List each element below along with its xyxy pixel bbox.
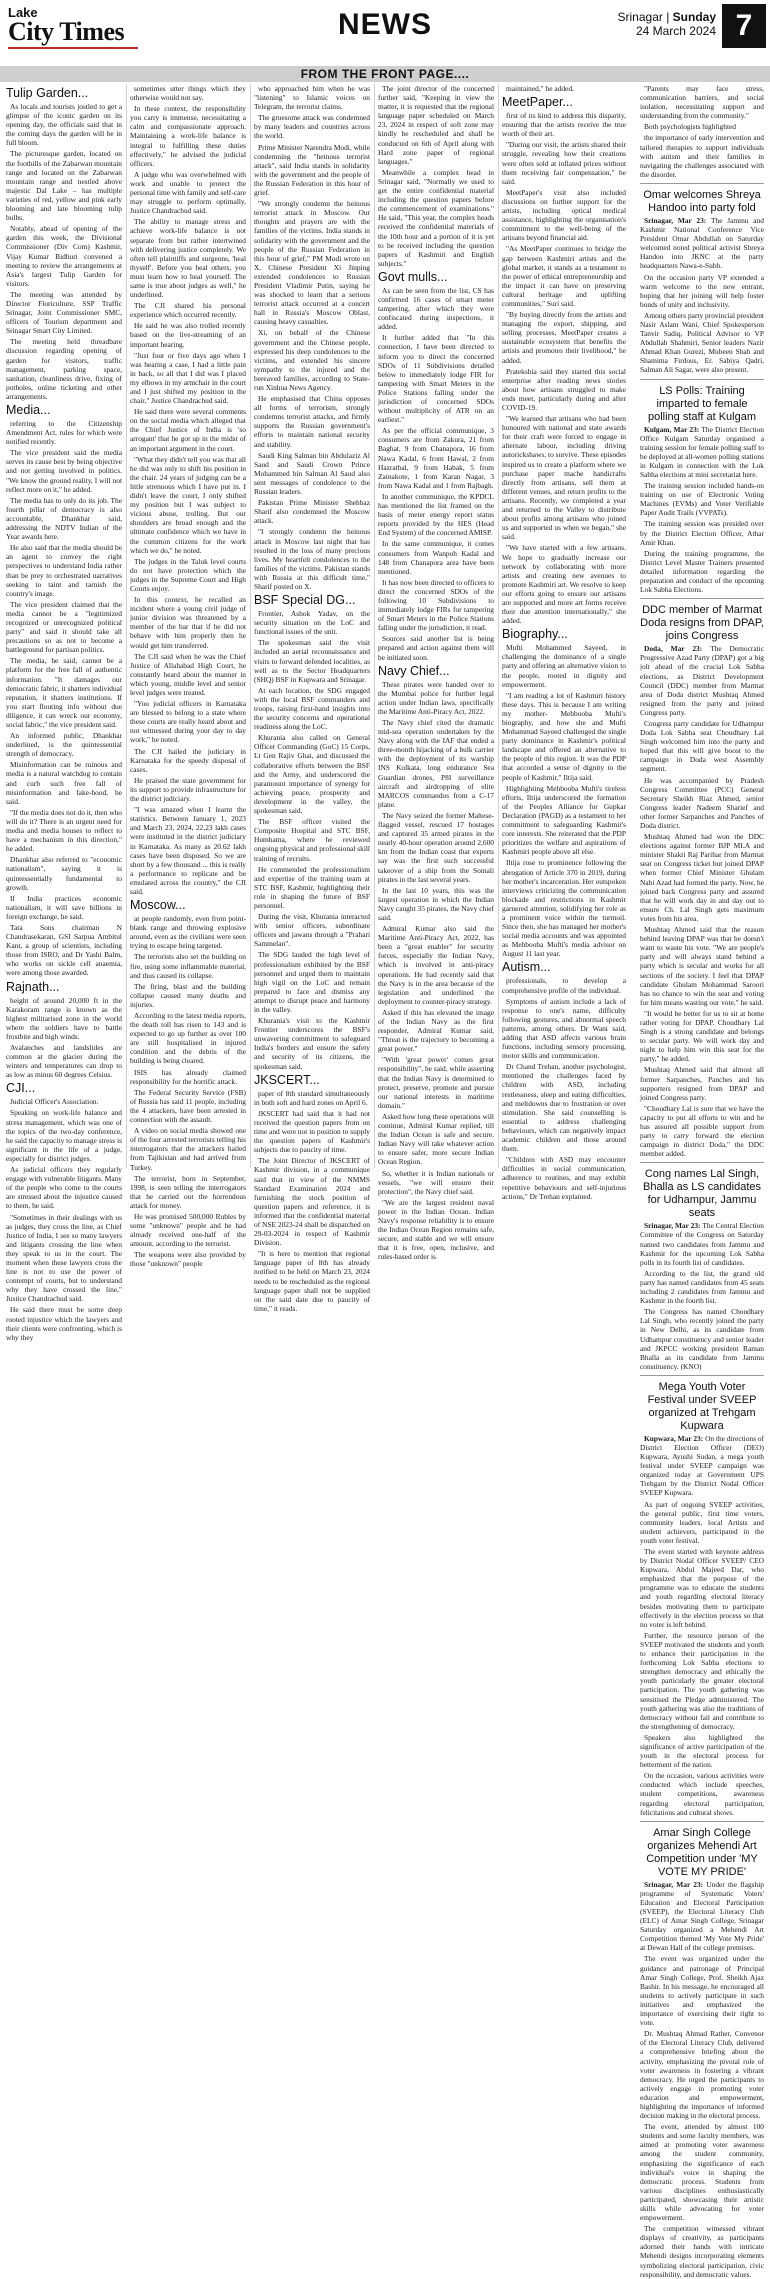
article-paragraph: The gruesome attack was condemned by many leaders and countries across the world. bbox=[254, 113, 370, 141]
article-paragraph: Symptoms of autism include a lack of response to one's name, difficulty following gestures, and abnormal speech patterns, among others. Dr Wani said, adding that ASD affects various brain functions, including sensory processing, motor skills and communication. bbox=[502, 996, 626, 1061]
news-story bbox=[640, 1162, 764, 1371]
article-paragraph: The Joint Director of JKSCERT of Kashmir division, in a communique said that in view of the NMMS Standard Examination 2024 and furnishing the stock position of question papers and reference, it is informed that the confidential material of NSE 2023-24 shall be dispatched on 29-03-2024 in respect of Kashmir Division. bbox=[254, 1156, 370, 1248]
article-paragraph: Dr. Mushtaq Ahmad Rather, Convenor of the Electoral Literacy Club, delivered a comprehensive briefing about the activity, emphasizing the pivotal role of voter awareness in fostering a vibrant democracy. He urged the participants to actively engage in promoting voter education and empowerment, highlighting the importance of informed decision making in the electoral process. bbox=[640, 2029, 764, 2121]
article-paragraph: The ability to manage stress and achieve work-life balance is not separate from but rather intertwined with delivering justice completely. We often tell plaintiffs and surgeons, 'heal thyself'. Before you heal others, you must learn how to heal yourself. The same is true about judges as well," he underlined. bbox=[130, 217, 246, 300]
article-paragraph: "We learned that artisans who had been honoured with national and state awards for their craft were forced to engage in alternate labour, including driving autorickshaws, to survive. These episodes inspired us to create a platform where we purchase paper mache handicrafts directly from artisans, sell them at different venues, and return profits to the artisans. Recently, we completed a year and returned to the Valley to distribute about profits among artisans who joined us and supported us when we began," she said. bbox=[502, 414, 626, 542]
article-paragraph: Asked how long these operations will continue, Admiral Kumar replied, till the Indian Ocean is safe and secure. Indian Navy will take whatever action to ensure safer, more secure Indian Ocean Region. bbox=[378, 1111, 494, 1167]
article-paragraph: "I strongly condemn the heinous attack in Moscow last night that has resulted in the loss of many precious lives. My heartfelt condolences to the families of the victims. Pakistan stands with Russia at this difficult time," Sharif posted on X. bbox=[254, 527, 370, 591]
article-paragraph: An informed public, Dhankhar underlined, is the quintessential strength of democracy. bbox=[6, 731, 122, 759]
article-paragraph: Admiral Kumar also said the Maritime Anti-Piracy Act, 2022, has been a "great enabler" for security forces, especially the Indian Navy, which is involved in anti-piracy operations. He had recently said that the Navy is in the area because of the legislation and underlined the deployment to counter-piracy strategy. bbox=[378, 924, 494, 1006]
article-heading: MeetPaper... bbox=[502, 95, 573, 110]
article-body bbox=[378, 286, 494, 662]
article-paragraph: These pirates were handed over to the Mumbai police for further legal action under Indian laws, specifically the Maritime Anti-Piracy Act, 2022. bbox=[378, 679, 494, 716]
article-paragraph: He was promised 500,000 Rubles by some "unknown" people and he had already received one-half of the amount, according to the terrorist. bbox=[130, 1211, 246, 1249]
article-paragraph: Mushtaq Ahmed said that almost all former Sarpanches, Panches and his supporters resigned from DPAP and joined Congress party. bbox=[640, 1065, 764, 1102]
logo-bottom: City Times bbox=[8, 17, 125, 46]
news-story bbox=[640, 598, 764, 1158]
article-paragraph: As judicial officers they regularly engage with vulnerable litigants. Many of the people who come to the courts are stressed about the injustice caused to them, he said. bbox=[6, 1165, 122, 1211]
article-paragraph: If India practices economic nationalism, it will save billions in foreign exchange, he said. bbox=[6, 893, 122, 921]
article-paragraph: referring to the Citizenship Amendment Act, rules for which were notified recently. bbox=[6, 419, 122, 447]
article-body bbox=[254, 609, 370, 1071]
news-story bbox=[640, 379, 764, 595]
article-heading: Govt mulls... bbox=[378, 269, 448, 284]
article-paragraph: The Congress has named Choudhary Lal Singh, who recently joined the party in New Delhi, as its candidate from Udhampur constituency and senior leader and JKPCC working president Raman Bhalla as its candidate from Jammu constituency. (KNO) bbox=[640, 1307, 764, 1371]
article-paragraph: Frontier, Ashok Yadav, on the security situation on the LoC and functional issues of the unit. bbox=[254, 609, 370, 637]
article-paragraph: Mufti Mohammed Sayeed, in challenging the dominance of a single party and offering an alternative vision to the people, rooted in dignity and empowerment. bbox=[502, 643, 626, 689]
article-body bbox=[254, 84, 370, 591]
article-paragraph: The vice president claimed that the media cannot be a "legitimized recognized or unrecognized political party" and said it should take all precautions so as not to become a battleground for partisan politics. bbox=[6, 599, 122, 655]
article-paragraph: The CJI shared his personal experience which occurred recently. bbox=[130, 301, 246, 320]
article-paragraph: The spokesman said the visit included an aerial reconnaissance and visits to forward defended localities, as well as to the Sector Headquarters (SHQ) BSF in Kupwara and Srinagar. bbox=[254, 638, 370, 684]
article-paragraph: Kupwara, Mar 23: On the directions of District Election Officer (DEO) Kupwara, Ayushi Sudan, a mega youth festival under SVEEP campaign was organized today at Government UPS Trehgam by the District Nodal Officer SVEEP Kupwara. bbox=[640, 1433, 764, 1498]
article-paragraph: The training session included hands-on training on use of Electronic Voting Machines (EVMs) and Voter Verifiable Paper Audit Trails (VVPATs). bbox=[640, 481, 764, 518]
article-paragraph: The weapons were also provided by those "unknown" people bbox=[130, 1250, 246, 1269]
article-paragraph: The CJI said when he was the Chief Justice of Allahabad High Court, he constantly heard about the manner in which young, middle level and senior level judges were treated. bbox=[130, 651, 246, 697]
article-paragraph: "What they didn't tell you was that all he did was only to shift his position in the chair. 24 years of judging can be a little strenuous which I have put in. I didn't leave the court, I only shifted my position but I was subject to vicious abuse, trolling. But our shoulders are broad enough and the ultimate confidence which we have in the common citizens for the work which we do," he noted. bbox=[130, 454, 246, 555]
article-paragraph: Dr Chand Trehan, another psychologist, mentioned the challenges faced by children with ASD, including restlessness, sleep and eating difficulties, and meltdowns due to frustration or over stimulation. She said counselling is essential to address challenging behaviours, which can negatively impact academic children and those around them. bbox=[502, 1062, 626, 1154]
article-paragraph: Among others party provincial president Nasir Aslam Wani, Chief Spokesperson Tanvir Sadiq, Political Advisor to VP Abdullah Shahmiri, Senior leaders Nazir Ahmad Khan Gurezi, Mubeen Shah and Shamima Firdous, Er. Sabiya Qadri, Salman Ali Sagar, were also present. bbox=[640, 310, 764, 375]
city-label: Srinagar bbox=[617, 10, 663, 24]
article-paragraph: A judge who was overwhelmed with work and unable to protect the personal time with family and self-care may struggle to perform optimally, Justice Chandrachud said. bbox=[130, 169, 246, 216]
article-paragraph: Congress party candidate for Udhampur Doda Lok Sabha seat Choudhary Lal Singh welcomed him into the party and hoped that this will give boost to the campaign in Doda west Assembly segment. bbox=[640, 718, 764, 774]
article-paragraph: Mushtaq Ahmed had won the DDC elections against former BJP MLA and minister Shakti Raj Parihar from Marmat seat on Congress ticket but joined DPAP when former Chief Minister Ghulam Nabi Azad had formed the party. Now, he joined back Congress party and assured that he will work day in and day out to ensure Ch. Lal Singh gets maximum votes from his area. bbox=[640, 832, 764, 923]
column-divider bbox=[374, 84, 375, 1168]
article-paragraph: Misinformation can be ruinous and media is a natural watchdog to contain and curb such free fall of misinformation and fake-hood, he said. bbox=[6, 760, 122, 806]
article-paragraph: "I was amazed when I learnt the statistics. Between January 1, 2023 and March 23, 2024, 22,23 lakh cases were instituted in the district judiciary in Karnataka. As many as 20.62 lakh cases have been disposed. So we are short by a few thousand ... this is really a performance to replicate and be emulated across the country," the CJI said. bbox=[130, 805, 246, 896]
article-body bbox=[502, 84, 626, 93]
article-paragraph: The event was organized under the guidance and patronage of Principal Amar Singh College, Prof. Sheikh Ajaz Bashir. In his message, he encouraged all students to actively participate in such initiatives and emphasized the importance of exercising their right to vote. bbox=[640, 1954, 764, 2028]
article-paragraph: "We are the largest resident naval power in the Indian Ocean. Indian Navy's response reliability is to ensure the Indian Ocean Region remains safe, secure, and stable and we will ensure that it is free, open, inclusive, and rules-based order is bbox=[378, 1197, 494, 1262]
article-heading: BSF Special DG... bbox=[254, 593, 356, 608]
article-paragraph: He was accompanied by Pradesh Congress Committee (PCC) General Secretary Sheikh Riaz Ahmed, senior Congress leader Nadeem Sharief and other former Sarpanches and Panches of Doda district. bbox=[640, 775, 764, 830]
article-paragraph: The event, attended by almost 100 students and some faculty members, was aimed at promoting voter awareness among the student community, emphasizing the significance of each individual's voice in shaping the democratic process. Students from various disciplines enthusiastically participated, showcasing their artistic skills while advocating for voter empowerment. bbox=[640, 2122, 764, 2223]
story-dateline: Kulgam, Mar 23: bbox=[644, 424, 702, 434]
article-paragraph: Avalanches and landslides are common at the glacier during the winters and temperatures can drop to as low as minus 60 degrees Celsius. bbox=[6, 1043, 122, 1080]
article-paragraph: On the occasion party VP extended a warm welcome to the new entrant, hoping that her joining will help foster bonds of unity and inclusivity. bbox=[640, 272, 764, 309]
article-paragraph: Dhankhar also referred to "economic nationalism", saying it is quintessentially fundamental to growth. bbox=[6, 855, 122, 892]
column-divider bbox=[126, 84, 127, 1168]
column-4 bbox=[378, 84, 494, 1262]
story-headline[interactable]: Omar welcomes Shreya Handoo into party fold bbox=[643, 188, 761, 214]
article-paragraph: sometimes utter things which they otherwise would not say. bbox=[130, 84, 246, 103]
masthead bbox=[0, 0, 770, 64]
article-paragraph: It has now been directed to officers to direct the concerned SDOs of the following 10 Subdivisions to immediately lodge FIRs for tampering of Smart Meters in the Police Stations falling under the jurisdiction, it read. bbox=[378, 577, 494, 633]
article-paragraph: "Children with ASD may encounter difficulties in social communication, adherence to routines, and may exhibit repetitive behaviours and self-injurious actions," Dr Trehan explained. bbox=[502, 1155, 626, 1201]
story-headline[interactable]: DDC member of Marmat Doda resigns from DPAP, joins Congress bbox=[640, 604, 764, 643]
article-body bbox=[130, 914, 246, 1268]
article-paragraph: He emphasised that China opposes all forms of terrorism, strongly condemns terrorist attacks, and firmly supports the Russian government's efforts to maintain national security and stability. bbox=[254, 394, 370, 449]
story-dateline: Srinagar, Mar 23: bbox=[644, 1879, 707, 1889]
news-story bbox=[640, 183, 764, 375]
article-paragraph: Notably, ahead of opening of the garden this week, the Divisional Commissioner (Div Com) Kashmir, Vijay Kumar Bidhuri convened a meeting to review the arrangements at Asia's largest Tulip Garden for visitors. bbox=[6, 224, 122, 288]
article-paragraph: The terrorist, born in September, 1998, is seen telling the interrogators that he carried out the horrendous attack for money. bbox=[130, 1173, 246, 1210]
article-body bbox=[6, 102, 122, 401]
article-paragraph: The competition witnessed vibrant displays of creativity, as participants adorned their hands with intricate Mehendi designs incorporating elements symbolizing electoral participation, civic responsibility, and democratic values. bbox=[640, 2224, 764, 2279]
article-paragraph: The Navy chief cited the dramatic mid-sea operation undertaken by the Navy along with the IAF that ended a three-month hijacking of a bulk carrier with the deployment of its warship INS Kolkata, long endurance Sea Guardian drones, P8I surveillance aircraft and airdropping of elite MARCOS commandos from a C-17 plane. bbox=[378, 718, 494, 809]
article-paragraph: Further, the resource person of the SVEEP motivated the students and youth to enhance their participation in the forthcoming Lok Sabha elections to strengthen democracy and ethically the youth particularly the greater electoral participation. The youth gathering was sensitised the Pledge administered. The youth gathering was also the traditions of democracy without fail and contribute to the strengthening of democracy. bbox=[640, 1630, 764, 1731]
article-paragraph: "If the media does not do it, then who will do it? There is an urgent need for media and media houses to reflect to have a mechanism in this direction," he added. bbox=[6, 807, 122, 854]
article-paragraph: Tata Sons chairman N Chandrasekaran, GSI Sarpua Ambitul Kant, a group of scientists, including those from ISRO, and Dr Yashi Balm, who works on sickle cell anaemia, were among those awarded. bbox=[6, 922, 122, 978]
article-heading: Biography... bbox=[502, 627, 568, 642]
article-paragraph: "With 'great power' comes great responsibility", he said, while asserting that the Indian Navy is determined to protect, preserve, promote and pursue our national interests in maritime domain." bbox=[378, 1055, 494, 1110]
article-paragraph: "Parents may face stress, communication barriers, and social isolation, necessitating support and understanding from the community." bbox=[640, 84, 764, 121]
article-body bbox=[6, 1097, 122, 1341]
article-paragraph: paper of 8th standard simultaneously in both soft and hard zones on April 6. bbox=[254, 1088, 370, 1107]
article-paragraph: Sources said another list is being prepared and action against them will be initiated soon. bbox=[378, 634, 494, 662]
article-paragraph: The terrorists also set the building on fire, using some inflammable material, and thus caused its collapse. bbox=[130, 952, 246, 980]
article-paragraph: "I am reading a lot of Kashmiri history these days. This is because I am writing my mother- Mehbooba Mufti's biography, and how she and Mufti Mohammad Sayeed challenged the single party dominance in Kashmir's political landscape and offered an alternative to the people of this region. It was the PDP that accorded a sense of dignity to the people of Kashmir," Iltija said. bbox=[502, 690, 626, 782]
news-story bbox=[640, 1821, 764, 2279]
article-paragraph: In another communique, the KPDCL has mentioned the list framed on the basis of meter energy report status reports provided by the HES (Head End System) of the concerned AMISP. bbox=[378, 491, 494, 538]
section-title: NEWS bbox=[338, 8, 432, 41]
article-paragraph: The media has to only do its job. The fourth pillar of democracy is also accountable, Dhankhar said, addressing the NDTV Indian of the Year awards here. bbox=[6, 495, 122, 542]
logo-underline bbox=[8, 47, 138, 49]
right-stories bbox=[640, 183, 764, 2279]
article-paragraph: the importance of early intervention and tailored therapies to support individuals with autism and their families in navigating the challenges associated with the disorder. bbox=[640, 133, 764, 179]
page-number: 7 bbox=[722, 4, 766, 48]
article-paragraph: Speaking on work-life balance and stress management, which was one of the topics of the two-day conference, he said the capacity to manage stress is significant in the life of a judge, especially for district judges. bbox=[6, 1108, 122, 1163]
article-paragraph: Meanwhile a complex head in Srinagar said, "Normally we used to get the entire confidential material including the question papers before the commencement of examinations." He said, "This year, the complex heads received the confidential materials of the 10th hour and a portion of it is yet to be received including the question papers of Kashmiri and English subjects." bbox=[378, 167, 494, 268]
article-paragraph: "Just four or five days ago when I was hearing a case, I had a little pain in back, so all that I did was I placed my elbows in my armchair in the court and I just shifted my position in the chair," Justice Chandrachud said. bbox=[130, 350, 246, 406]
column-1 bbox=[6, 84, 122, 1342]
article-paragraph: "We strongly condemn the heinous terrorist attack in Moscow. Our thoughts and prayers are with the families of the victims. India stands in solidarity with the government and the people of the Russian Federation in this hour of grief," PM Modi wrote on X. Chinese President Xi Jinping extended condolences to Russian President Vladimir Putin, saying he was shocked to learn that a serious terrorist attack occurred at a concert hall in Russia's Moscow Oblast, causing heavy casualties. bbox=[254, 199, 370, 327]
article-paragraph: During the training programme, the District Level Master Trainers presented detailed information regarding the preparation and conduct of the upcoming Lok Sabha Elections. bbox=[640, 548, 764, 595]
article-paragraph: at people randomly, even from point-blank range and throwing explosive around, even as the civilians were seen trying to escape being targeted. bbox=[130, 914, 246, 951]
article-body bbox=[502, 111, 626, 625]
article-paragraph: ISIS has already claimed responsibility for the horrific attack. bbox=[130, 1067, 246, 1086]
story-headline[interactable]: Amar Singh College organizes Mehendi Art Competition under 'MY VOTE MY PRIDE' bbox=[646, 1826, 758, 1878]
article-paragraph: Khurania also called on General Officer Commanding (GoC) 15 Corps, Lt Gen Rajiv Ghai, and discussed the collaborative efforts between the BSF and the Army, and underscored the paramount importance of synergy for achieving peace, prosperity and development in the valley, the spokesman said. bbox=[254, 733, 370, 816]
logo-top: Lake bbox=[8, 5, 38, 20]
article-paragraph: On the occasion, various activities were conducted which include speeches, student competitions, awareness regarding electoral participation, felicitations and cultural shows. bbox=[640, 1771, 764, 1817]
date-block: Srinagar | Sunday 24 March 2024 bbox=[617, 10, 716, 38]
article-paragraph: "As MeetPaper continues to bridge the gap between Kashmiri artists and the global market, it stands as a testament to the power of ethical entrepreneurship and the impact it can have on preserving cultural heritage and uplifting communities," Suri said. bbox=[502, 244, 626, 308]
article-paragraph: Kulgam, Mar 23: The District Election Office Kulgam Saturday organised a training session for female polling staff to be deployed at all-women polling stations in Kulgam in connection with the Lok Sabha elections at mini secretariat here. bbox=[640, 424, 764, 479]
article-paragraph: The meeting was attended by Director Floriculture, SSP Traffic Srinagar, Joint Commissioner SMC, officers of Tourism department and Srinagar Smart City Limited. bbox=[6, 289, 122, 336]
article-paragraph: Pakistan Prime Minister Shehbaz Sharif also condemned the Moscow attack. bbox=[254, 498, 370, 526]
story-dateline: Srinagar, Mar 23: bbox=[644, 215, 711, 225]
article-paragraph: The media, he said, cannot be a platform for the free fall of authentic information. "It damages our democratic fabric, it shatters individual reputation, it shatters institutions. If you start flouting info without due diligence, it can wreck our economy, social fabric," the vice president said. bbox=[6, 656, 122, 729]
article-paragraph: As part of ongoing SVEEP activities, the general public, first time voters, community leaders, local Artists and student achievers, participated in the youth voter festival. bbox=[640, 1499, 764, 1545]
article-paragraph: The vice president said the media serves its cause best by being objective and not getting involved in politics. "We know the ground reality, I will not reflect more on it," he added. bbox=[6, 448, 122, 494]
article-heading: Autism... bbox=[502, 960, 551, 975]
article-paragraph: "It is here to mention that regional language paper of 8th has already notified to be held on March 23, 2024 needs to be rescheduled as the regional language paper shall not be supplied on the said date due to paucity of time," it reads. bbox=[254, 1249, 370, 1313]
article-paragraph: It further added that "In this connection, I have been directed to inform you to direct the concerned SDOs of 11 Subdivisions detailed below to immediately lodge FIR for tampering with Smart Meters in the Police Stations falling under the jurisdiction of concerned SDOs without multiplicity of ATR on an earliest." bbox=[378, 333, 494, 425]
article-paragraph: Asked if this has elevated the image of the Indian Navy as the first responder, Admiral Kumar said, "Threat is the trajectory to becoming a great power." bbox=[378, 1007, 494, 1054]
article-paragraph: "Sometimes in their dealings with us as judges, they cross the line, as Chief Justice of India, I see so many lawyers and litigants crossing the line when they speak to us in the court. The moment when these lawyers cross the line is not to use the power of contempt of courts, but to understand why they have crossed the line," Justice Chandrachud said. bbox=[6, 1212, 122, 1304]
article-paragraph: "By buying directly from the artists and managing the export, shipping, and selling processes, MeetPaper creates a sustainable ecosystem that benefits the artists and promotes their livelihood," he added. bbox=[502, 310, 626, 365]
article-paragraph: "You judicial officers in Karnataka are blessed to belong to a state where these courts are really heard about and not witnessed during your day to day work," he noted. bbox=[130, 699, 246, 745]
column-divider bbox=[498, 84, 499, 1168]
article-heading: CJI... bbox=[6, 1081, 36, 1096]
article-paragraph: The SDG lauded the high level of professionalism exhibited by the BSF personnel and urged them to maintain high vigil on the LoC and remain prepared to face and dismiss any attempt to disrupt peace and harmony in the valley. bbox=[254, 950, 370, 1014]
article-paragraph: professionals, to develop a comprehensive profile of the individual. bbox=[502, 976, 626, 995]
article-body bbox=[378, 680, 494, 1262]
article-paragraph: At each location, the SDG engaged with the local BSF commanders and troops, raising first-hand insights into the security concerns and operational readiness along the LoC. bbox=[254, 685, 370, 732]
article-body bbox=[6, 996, 122, 1080]
article-paragraph: As per the official communique, 3 consumers are from Zakura, 21 from Baghat, 9 from Chanapora, 16 from Nawa Kadal, 6 from Hawal, 2 from Hazratbal, 9 from Habak, 5 from Zainakote, 1 from Karan Nagar, 3 from Nawa Kadal and 1 from Rajbagh. bbox=[378, 426, 494, 490]
article-paragraph: Saudi King Salman bin Abdulaziz Al Saud and Saudi Crown Prince Mohammed bin Salman Al Saud also sent messages of condolence to the Russian leaders. bbox=[254, 450, 370, 497]
article-heading: Rajnath... bbox=[6, 979, 60, 994]
article-paragraph: He commended the professionalism and expertise of the training team at STC BSF, Kashmir, highlighting their role in shaping the future of BSF personnel. bbox=[254, 864, 370, 910]
column-5 bbox=[502, 84, 626, 1201]
article-paragraph: The BSF officer visited the Composite Hospital and STC BSF, Humhama, where he reviewed ongoing physical and professional skill training of recruits. bbox=[254, 817, 370, 863]
article-paragraph: Prime Minister Narendra Modi, while condemning the "heinous terrorist attack", said India stands in solidarity with the government and the people of the Russian Federation in this hour of grief. bbox=[254, 142, 370, 198]
column-3 bbox=[254, 84, 370, 1313]
article-body bbox=[378, 84, 494, 268]
article-paragraph: Srinagar, Mar 23: Under the flagship programme of Systematic Voters' Education and Electoral Participation (SVEEP), the Electoral Literacy Club (ELC) of Amar Singh College, Srinagar Saturday organized a Mehendi Art Competition themed 'My Vote My Pride' at Dewan Hall of the college premises. bbox=[640, 1879, 764, 1953]
day-label: Sunday bbox=[672, 10, 716, 24]
article-body bbox=[130, 84, 246, 896]
article-paragraph: who approached him when he was "listening" to Islamic voices on Telegram, the terrorist claims. bbox=[254, 84, 370, 112]
article-paragraph: Mushtaq Ahmed said that the reason behind leaving DPAP was that he doesn't want to waste his vote. "We are people's party and will always stand behind a party which is secular and works for all sections of the society. I feel that DPAP candidate Ghulam Mohammad Saroori has no chance to win the seat and voting for him means wasting our vote," he said. bbox=[640, 925, 764, 1007]
story-headline[interactable]: LS Polls: Training imparted to female polling staff at Kulgam bbox=[647, 384, 757, 423]
article-paragraph: "We have started with a few artisans. We hope to gradually increase our network by collaborating with more artists and creating new avenues to promote Kashmiri art. We resolve to keep our efforts going to ensure our artisans are supported and more art forms receive their due attention internationally," she added. bbox=[502, 543, 626, 626]
article-paragraph: As locals and tourists jostled to get a glimpse of the iconic garden on its opening day, the officials said that in the coming days the garden will be in full bloom. bbox=[6, 102, 122, 148]
article-paragraph: According to the latest media reports, the death toll has risen to 143 and is expected to go up further as over 100 are still hospitalised in injured condition and the debris of the building is being cleared. bbox=[130, 1011, 246, 1066]
article-paragraph: A video on social media showed one of the four arrested terrorists telling his interrogators that the attackers hailed from Tajikistan and had arrived from Turkey. bbox=[130, 1126, 246, 1172]
article-paragraph: He said he was also trolled recently based on the live-streaming of an important hearing. bbox=[130, 321, 246, 349]
article-paragraph: MeetPaper's visit also included discussions on further support for the artists, including optical medical assistance, highlighting the organisation's commitment to the well-being of the artisans beyond financial aid. bbox=[502, 187, 626, 243]
article-paragraph: JKSCERT had said that it had not received the question papers from on time and were not in position to supply the question papers of Kashmir's subjects due to paucity of time. bbox=[254, 1108, 370, 1155]
news-story bbox=[640, 1375, 764, 1817]
article-paragraph: The training session was presided over by the District Election Officer, Athar Amir Khan. bbox=[640, 519, 764, 547]
newspaper-logo[interactable] bbox=[8, 6, 146, 58]
article-paragraph: Both psychologists highlighted bbox=[644, 122, 736, 132]
column-2 bbox=[130, 84, 246, 1269]
article-paragraph: Speakers also highlighted the significance of active participation of the youth in the electoral process for betterment of the nation. bbox=[640, 1732, 764, 1770]
article-paragraph: Doda, Mar 23: The Democratic Progressive Azad Party (DPAP) got a big jolt ahead of the crucial Lok Sabha elections, as District Development Council (DDC) member from Marmat area of Doda district Mushtaq Ahmed resigned from the party and joined Congress party. bbox=[640, 644, 764, 717]
article-paragraph: Highlighting Mehbooba Mufti's tireless efforts, Iltija underscored the formation of the Peoples Alliance for Gupkar Declaration (PAGD) as a testament to her commitment to safeguarding Kashmir's core interests. She reiterated that the PDP prioritizes the welfare and aspirations of Kashmiri people above all else. bbox=[502, 783, 626, 857]
article-paragraph: During the visit, Khurania interacted with senior officers, subordinate officers and jawans through a "Prahari Sammelan". bbox=[254, 912, 370, 949]
story-dateline: Srinagar, Mar 23: bbox=[644, 1221, 703, 1231]
article-paragraph: As can be seen from the list, CS has confirmed 16 cases of smart meter tampering, after which they were confiscated during inspections, it added. bbox=[378, 285, 494, 332]
article-paragraph: The CJI hailed the judiciary in Karnataka for the speedy disposal of cases. bbox=[130, 746, 246, 774]
article-paragraph: Iltija rose to prominence following the abrogation of Article 370 in 2019, during her mother's incarceration. Her outspoken interviews criticizing the communication blockade and restrictions in Kashmir garnered attention, solidifying her role as a prominent voice within the turmoil. Since then, she has managed her mother's social media accounts and was appointed as Mehbooba Mufti's media advisor on August 11 last year. bbox=[502, 858, 626, 959]
article-paragraph: Judicial Officer's Association. bbox=[10, 1097, 99, 1107]
article-paragraph: In the last 10 years, this was the largest operation in which the Indian Navy caught 35 pirates, the Navy chief said. bbox=[378, 885, 494, 922]
article-body bbox=[502, 976, 626, 1200]
column-divider bbox=[250, 84, 251, 1168]
article-paragraph: "It would be better for us to sit at home rather voting for DPAP. Choudhary Lal Singh is a strong candidate and belongs to secular party. We will work day and night to help him win this seat for the party," he added. bbox=[640, 1008, 764, 1064]
article-paragraph: maintained," he added. bbox=[506, 84, 574, 93]
date-label: 24 March 2024 bbox=[635, 24, 716, 38]
article-paragraph: The Federal Security Service (FSB) of Russia has said 11 people, including the 4 attackers, have been arrested in connection with the assault. bbox=[130, 1087, 246, 1125]
article-paragraph: In these context, the responsibility you carry is immense, necessitating a calm and compassionate approach. Maintaining a work-life balance is integral to fulfilling these duties effectively," he advised the judicial officers. bbox=[130, 104, 246, 168]
article-paragraph: He praised the state government for its support to provide infrastructure for the district judiciary. bbox=[130, 775, 246, 804]
article-paragraph: The meeting held threadbare discussion regarding opening of garden for visitors, traffic management, parking space, sanitation, cleanliness drive, fixing of potholes, online ticketing and other arrangements. bbox=[6, 337, 122, 401]
article-paragraph: Srinagar, Mar 23: The Jammu and Kashmir National Conference Vice President Omar Abdullah on Saturday welcomed noted political activist Shreya Handoo into JKNC at the party headquarters Nawa-e-Subh. bbox=[640, 215, 764, 271]
article-paragraph: Khurania's visit to the Kashmir Frontier underscores the BSF's unwavering commitment to safeguard India's borders and ensure the safety and security of its citizens, the spokesman said. bbox=[254, 1016, 370, 1071]
article-heading: Tulip Garden... bbox=[6, 86, 89, 100]
article-paragraph: He said there must be some deep rooted injustice which the lawyers and their clients were confronting, which is why they bbox=[6, 1305, 122, 1342]
article-paragraph: Srinagar, Mar 23: The Central Election Committee of the Congress on Saturday named two candidates from Jammu and Kashmir for the upcoming Lok Sabha polls in its fourth list of candidates. bbox=[640, 1221, 764, 1267]
article-paragraph: Xi, on behalf of the Chinese government and the Chinese people, expressed his deep condolences to the victims, and extended his sincere sympathy to the injured and the bereaved families, according to State-run Xinhua News Agency. bbox=[254, 328, 370, 392]
article-paragraph: He also said that the media should be an agent to convey the right perspectives to understand India rather than be prey to orchestrated narratives seeking to taint and tarnish the country's image. bbox=[6, 543, 122, 598]
story-headline[interactable]: Cong names Lal Singh, Bhalla as LS candidates for Udhampur, Jammu seats bbox=[642, 1168, 762, 1220]
article-paragraph: "Choudhary Lal is sure that we have the capacity to put all efforts to win and he has assured all possible support from party to carry forward the election campaign in district Doda," the DDC member added. bbox=[640, 1103, 764, 1159]
article-paragraph: The picturesque garden, located on the foothills of the Zabarwan mountain range and located on the Zabarwan mountain range and nestled above majestic Dal Lake – has multiple varieties of red, yellow and pink early blooming and late blooming tulip bulbs. bbox=[6, 149, 122, 223]
story-dateline: Doda, Mar 23: bbox=[644, 644, 711, 654]
article-body bbox=[254, 1089, 370, 1313]
article-paragraph: According to the list, the grand old party has named candidates from 45 seats including 2 candidates from Jammu and Kashmir in the fourth list. bbox=[640, 1268, 764, 1306]
story-dateline: Kupwara, Mar 23: bbox=[644, 1433, 706, 1443]
column-6 bbox=[640, 84, 764, 2279]
article-paragraph: first of its kind to address this disparity, ensuring that the artists receive the true worth of their art. bbox=[502, 111, 626, 139]
article-heading: JKSCERT... bbox=[254, 1072, 320, 1087]
article-body bbox=[502, 643, 626, 958]
story-headline[interactable]: Mega Youth Voter Festival under SVEEP organized at Trehgam Kupwara bbox=[647, 1380, 757, 1432]
article-paragraph: Pratekshia said they started this social enterprise after reading news stories about how artisans struggled to make ends meet, particularly during and after COVID-19. bbox=[502, 366, 626, 412]
article-paragraph: In the same communique, it comes consumers from Wanpoh Kadal and 148 from Chanapora area have been mentioned. bbox=[378, 539, 494, 576]
section-ribbon: FROM THE FRONT PAGE.... bbox=[0, 66, 770, 82]
article-paragraph: In this context, he recalled an incident where a young civil judge of junior division was threatened by a member of the bar that if he did not behave with him properly then he would get him transferred. bbox=[130, 595, 246, 650]
article-paragraph: The joint director of the concerned further said, "Keeping in view the matter, it is requested that the regional language paper scheduled on March 23, 2024 in respect of soft zone may kindly be rescheduled and shall be conducted on 6th of April along with Hard zone paper of regional languages." bbox=[378, 84, 494, 166]
article-paragraph: The judges in the Taluk level courts do not have protection which the judges in the Supreme Court and High Courts enjoy. bbox=[130, 556, 246, 593]
article-paragraph: He said there were several comments on the social media which alleged that the Chief Justice of India is 'so arrogant' that he got up in the midst of an important argument in the court. bbox=[130, 407, 246, 453]
article-paragraph: So, whether it is Indian nationals or vessels, "we will ensure their protection", the Navy chief said. bbox=[378, 1168, 494, 1196]
article-heading: Media... bbox=[6, 403, 51, 417]
article-paragraph: The Navy seized the former Maltese-flagged vessel, rescued 17 hostages and captured 35 armed pirates in the nearly 40-hour operation around 2,600 km from the Indian coast that experts say was the first such successful takeover of a ship from the Somali pirates in the last several years. bbox=[378, 810, 494, 884]
article-heading: Navy Chief... bbox=[378, 663, 450, 678]
article-heading: Moscow... bbox=[130, 898, 186, 913]
article-paragraph: The firing, blast and the building collapse caused many deaths and injuries. bbox=[130, 981, 246, 1009]
article-paragraph: height of around 20,000 ft in the Karakoram range is known as the highest militarised zone in the world where the soldiers have to battle frostbite and high winds. bbox=[6, 995, 122, 1041]
article-body bbox=[6, 419, 122, 978]
article-paragraph: The event started with keynote address by District Nodal Officer SVEEP/ CEO Kupwara, Abdul Majeed Dar, who emphasized that the purpose of the programme was to educate the students and youth regarding electoral literacy besides motivating them to participate effectively in the election process so that no voter is left behind. bbox=[640, 1547, 764, 1629]
article-paragraph: "During our visit, the artists shared their struggle, revealing how their creations were often sold at inflated prices without them receiving fair compensation," he said. bbox=[502, 140, 626, 186]
